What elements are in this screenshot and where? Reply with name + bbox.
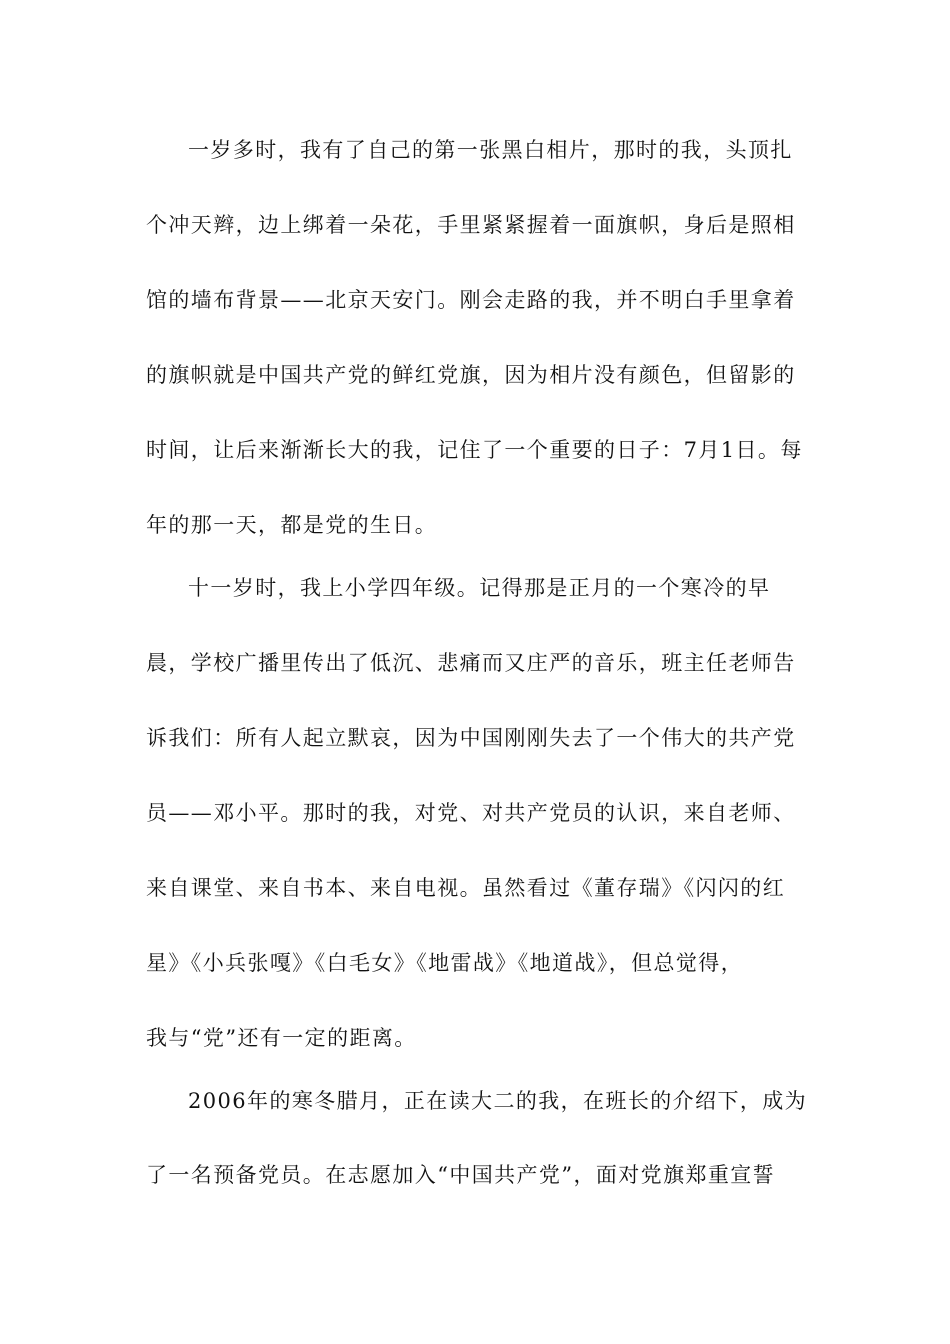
paragraph-2-line-5: 来自课堂、来自书本、来自电视。虽然看过《董存瑞》《闪闪的红 bbox=[146, 876, 786, 900]
paragraph-3-line-1: 2006年的寒冬腊月，正在读大二的我，在班长的介绍下，成为 bbox=[188, 1089, 808, 1113]
paragraph-1-line-2: 个冲天辫，边上绑着一朵花，手里紧紧握着一面旗帜，身后是照相 bbox=[146, 213, 796, 237]
paragraph-2-line-7: 我与“党”还有一定的距离。 bbox=[146, 1026, 417, 1050]
paragraph-2-line-2: 晨，学校广播里传出了低沉、悲痛而又庄严的音乐，班主任老师告 bbox=[146, 651, 796, 675]
paragraph-3-line-2: 了一名预备党员。在志愿加入“中国共产党”，面对党旗郑重宣誓 bbox=[146, 1163, 776, 1187]
paragraph-2-line-3: 诉我们：所有人起立默哀，因为中国刚刚失去了一个伟大的共产党 bbox=[146, 726, 796, 750]
paragraph-1-line-4: 的旗帜就是中国共产党的鲜红党旗，因为相片没有颜色，但留影的 bbox=[146, 363, 796, 387]
paragraph-2-line-6: 星》《小兵张嘎》《白毛女》《地雷战》《地道战》，但总觉得， bbox=[146, 951, 744, 975]
paragraph-2-line-1: 十一岁时，我上小学四年级。记得那是正月的一个寒冷的早 bbox=[188, 576, 771, 600]
paragraph-1-line-5: 时间，让后来渐渐长大的我，记住了一个重要的日子：7月1日。每 bbox=[146, 438, 803, 462]
paragraph-1-line-3: 馆的墙布背景——北京天安门。刚会走路的我，并不明白手里拿着 bbox=[146, 288, 796, 312]
paragraph-1-line-1: 一岁多时，我有了自己的第一张黑白相片，那时的我，头顶扎 bbox=[188, 138, 793, 162]
paragraph-2-line-4: 员——邓小平。那时的我，对党、对共产党员的认识，来自老师、 bbox=[146, 801, 796, 825]
paragraph-1-line-6: 年的那一天，都是党的生日。 bbox=[146, 513, 438, 537]
